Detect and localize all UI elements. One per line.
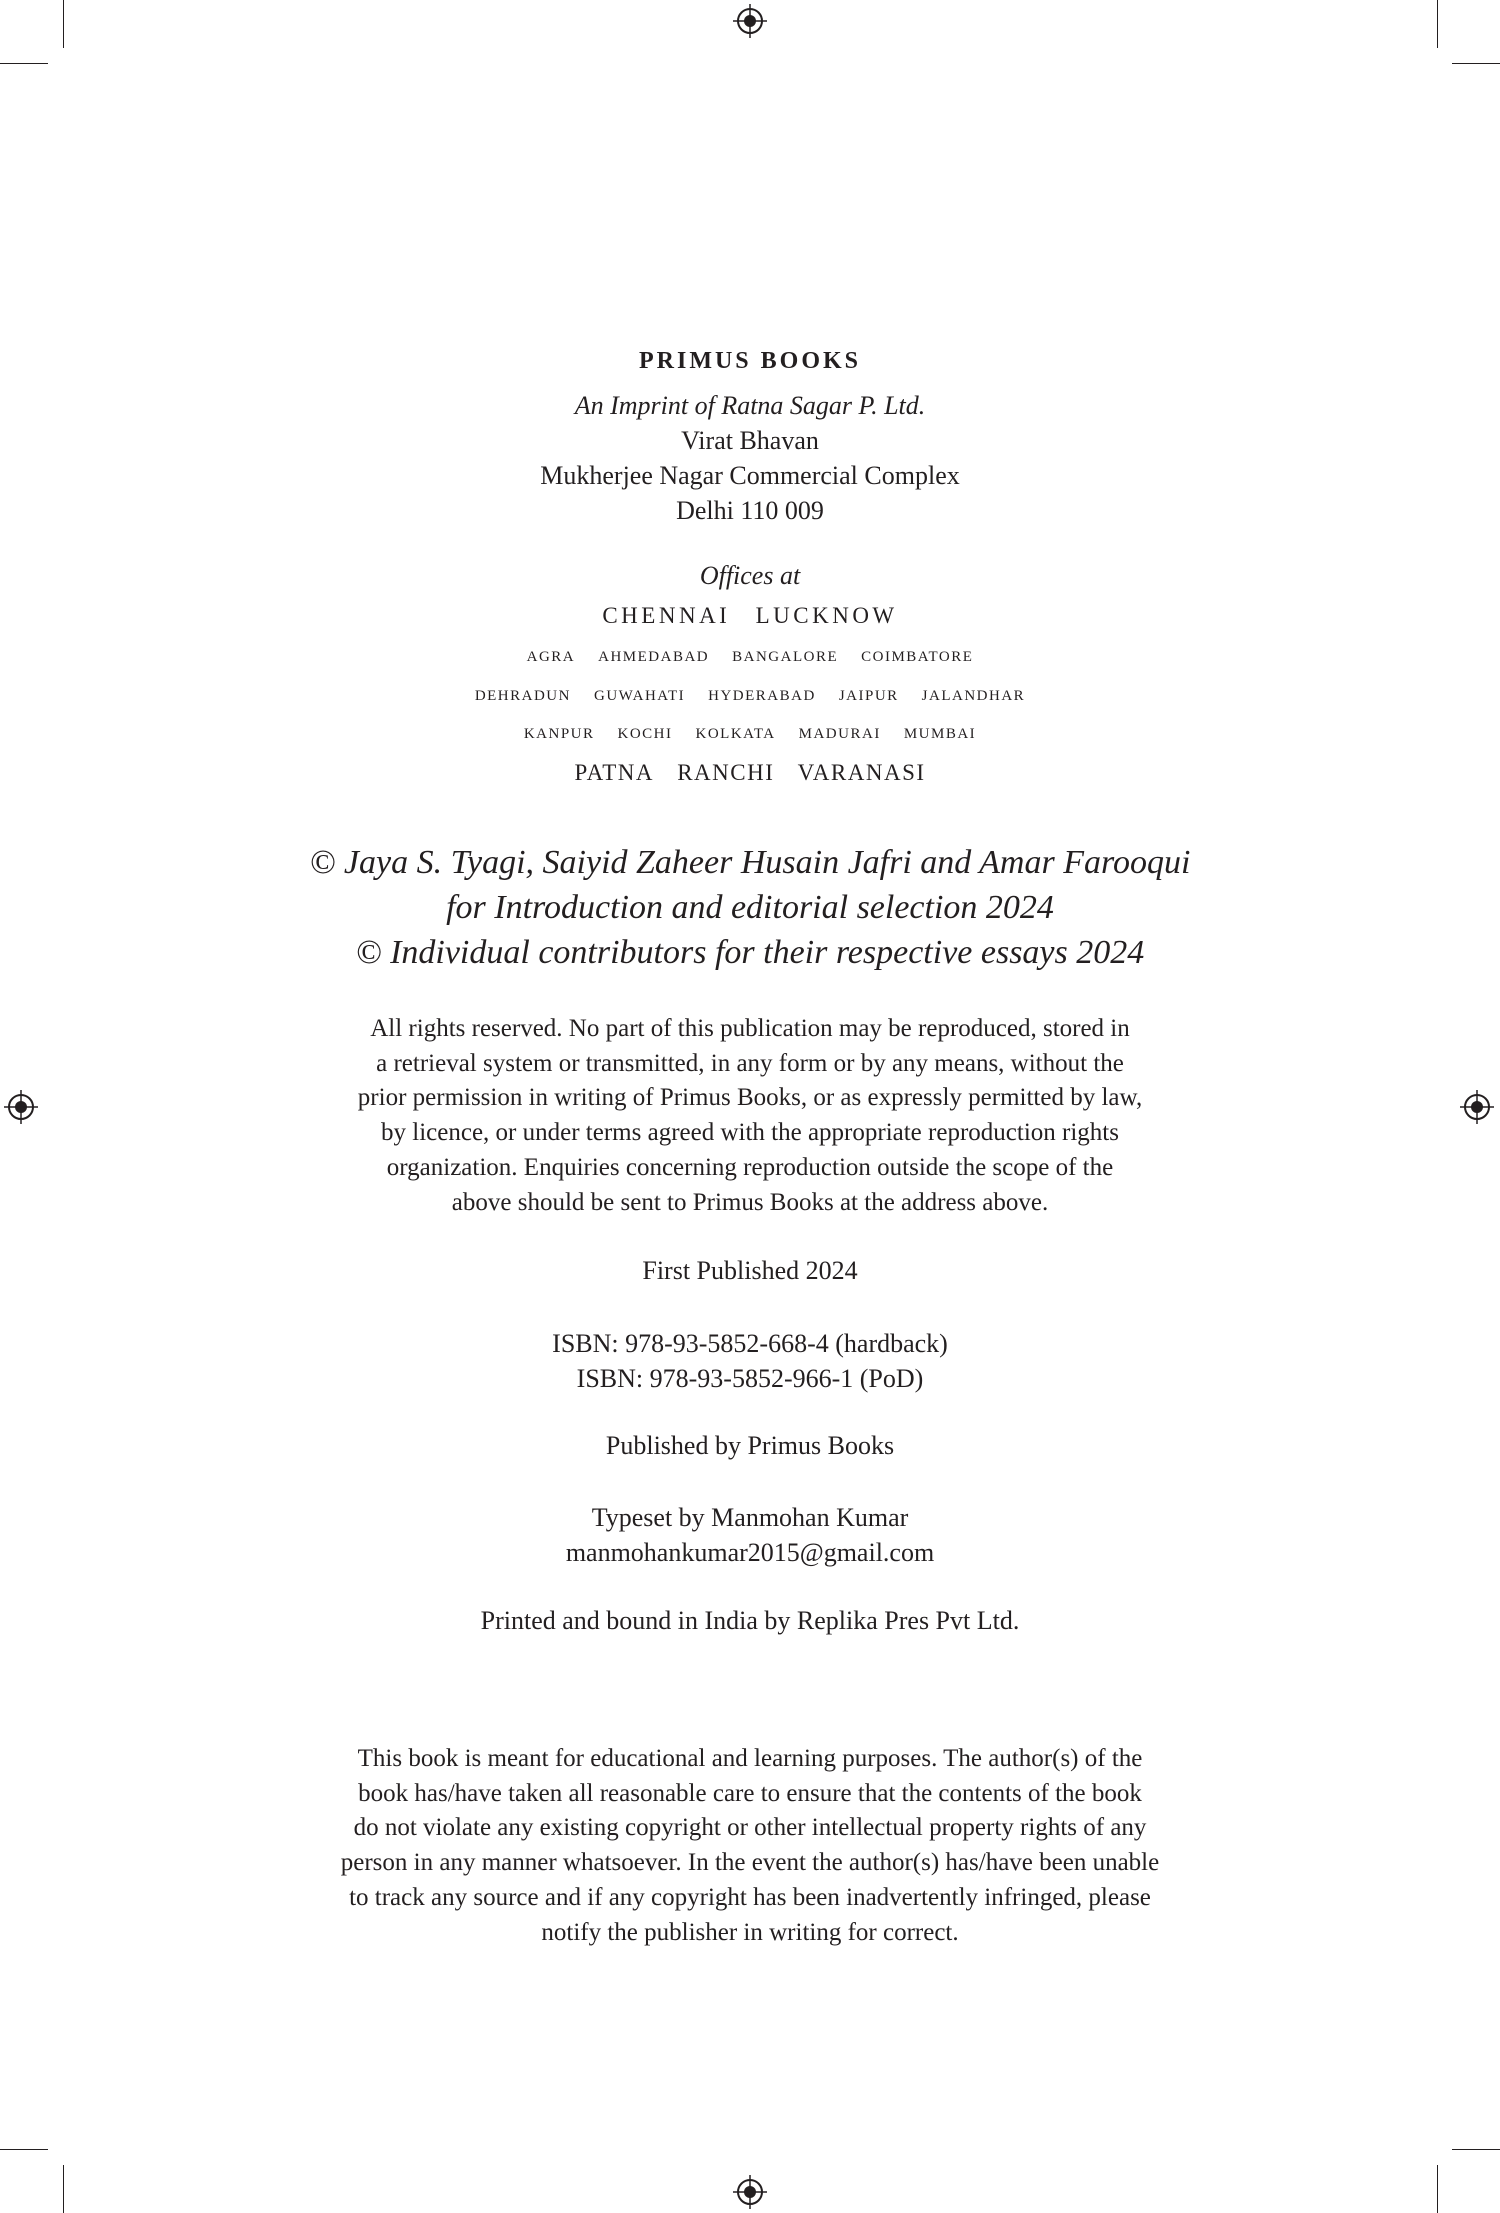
office-city: VARANASI (797, 760, 926, 785)
typeset-email: manmohankumar2015@gmail.com (565, 1538, 935, 1567)
office-cities-row (0, 760, 1500, 786)
disclaimer-line: This book is meant for educational and learning purposes. The author(s) of the (357, 1745, 1143, 1772)
office-city: jaipur (838, 680, 899, 705)
publisher-address (0, 388, 1500, 528)
crop-mark-bottom-right (1437, 2165, 1438, 2213)
office-city: kanpur (523, 718, 595, 743)
office-city: LUCKNOW (755, 603, 898, 628)
office-city: kochi (617, 718, 673, 743)
office-city: hyderabad (708, 680, 816, 705)
office-city: bangalore (732, 641, 839, 666)
rights-line: organization. Enquiries concerning reproduction outside the scope of the (386, 1153, 1114, 1181)
isbn-block (0, 1326, 1500, 1396)
office-city: ahmedabad (598, 641, 710, 666)
address-line: Virat Bhavan (681, 426, 819, 455)
publisher-name: PRIMUS BOOKS (638, 348, 862, 374)
address-line: Delhi 110 009 (676, 496, 824, 525)
office-city: CHENNAI (602, 603, 731, 628)
crop-mark-top-right (1437, 0, 1438, 48)
rights-line: by licence, or under terms agreed with the appropriate reproduction rights (381, 1119, 1119, 1147)
office-city: kolkata (695, 718, 776, 743)
office-city: madurai (798, 718, 881, 743)
copyright-line: © Individual contributors for their respective essays 2024 (355, 934, 1145, 971)
isbn-line: ISBN: 978-93-5852-966-1 (PoD) (576, 1364, 924, 1393)
disclaimer-line: book has/have taken all reasonable care to ensure that the contents of the book (358, 1779, 1142, 1807)
published-by: Published by Primus Books (605, 1431, 895, 1460)
office-city: jalandhar (921, 680, 1026, 705)
crop-mark-top-left (63, 0, 64, 48)
office-cities-row (0, 718, 1500, 744)
isbn-line: ISBN: 978-93-5852-668-4 (hardback) (552, 1329, 948, 1358)
rights-line: All rights reserved. No part of this publication may be reproduced, stored in (370, 1015, 1130, 1042)
address-line: Mukherjee Nagar Commercial Complex (540, 461, 960, 490)
first-published: First Published 2024 (642, 1256, 858, 1285)
rights-line: a retrieval system or transmitted, in any form or by any means, without the (376, 1049, 1124, 1077)
rights-line: above should be sent to Primus Books at the address above. (451, 1188, 1049, 1216)
crop-mark-bottom-right (1452, 2149, 1500, 2150)
office-city: PATNA (574, 760, 654, 785)
office-cities-row (0, 641, 1500, 667)
registration-mark-icon (733, 4, 767, 38)
printer-credit: Printed and bound in India by Replika Pres Pvt Ltd. (480, 1606, 1020, 1635)
disclaimer-line: do not violate any existing copyright or other intellectual property rights of any (353, 1814, 1147, 1842)
imprint-line: An Imprint of Ratna Sagar P. Ltd. (574, 391, 926, 420)
disclaimer-line: to track any source and if any copyright has been inadvertently infringed, please (349, 1883, 1151, 1911)
copyright-line: for Introduction and editorial selection 2024 (446, 889, 1054, 926)
disclaimer-paragraph (0, 1742, 1500, 1950)
copyright-notice (0, 840, 1500, 975)
copyright-line: © Jaya S. Tyagi, Saiyid Zaheer Husain Jafri and Amar Farooqui (309, 844, 1191, 881)
office-city: RANCHI (677, 760, 775, 785)
office-cities-row (0, 603, 1500, 629)
typeset-line: Typeset by Manmohan Kumar (591, 1503, 909, 1532)
disclaimer-line: notify the publisher in writing for correct. (541, 1918, 959, 1946)
office-city: coimbatore (861, 641, 974, 666)
disclaimer-line: person in any manner whatsoever. In the event the author(s) has/have been unable (340, 1849, 1160, 1877)
offices-label: Offices at (699, 561, 801, 590)
crop-mark-top-left (0, 63, 48, 64)
office-cities-row (0, 680, 1500, 706)
crop-mark-bottom-left (0, 2149, 48, 2150)
office-city: mumbai (903, 718, 977, 743)
rights-line: prior permission in writing of Primus Books, or as expressly permitted by law, (357, 1084, 1143, 1112)
office-city: agra (526, 641, 576, 666)
rights-reserved-paragraph (0, 1012, 1500, 1220)
crop-mark-bottom-left (63, 2165, 64, 2213)
crop-mark-top-right (1452, 63, 1500, 64)
office-city: dehradun (474, 680, 571, 705)
registration-mark-icon (733, 2175, 767, 2209)
typeset-credit (0, 1500, 1500, 1570)
office-city: guwahati (593, 680, 686, 705)
